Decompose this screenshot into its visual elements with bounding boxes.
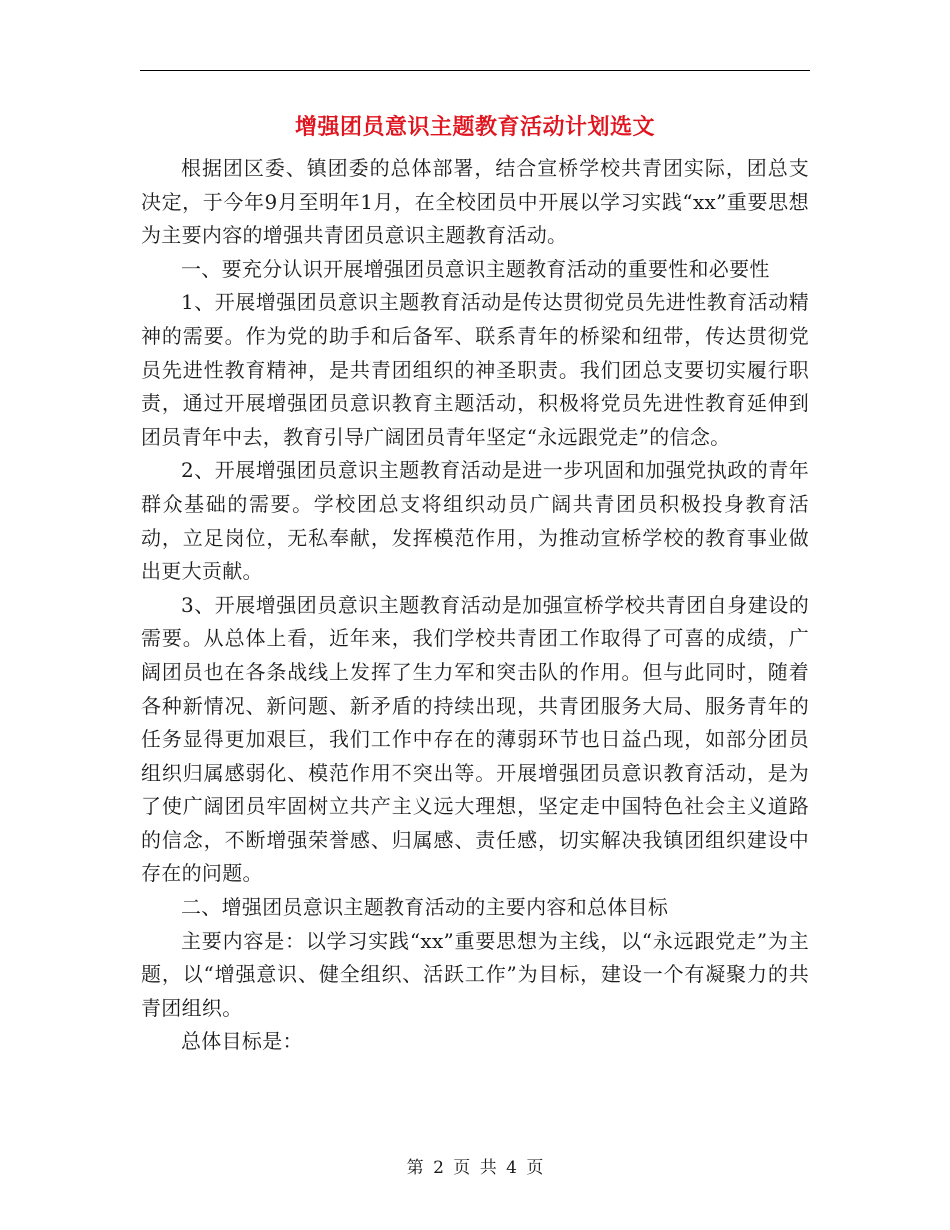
- section-heading-2: 二、增强团员意识主题教育活动的主要内容和总体目标: [181, 895, 669, 920]
- page-number-footer: 第 2 页 共 4 页: [406, 1158, 544, 1178]
- paragraph-overall-goal: 总体目标是：: [181, 1029, 303, 1054]
- document-body: [141, 152, 809, 1059]
- paragraph-point-2: 2、开展增强团员意识主题教育活动是进一步巩固和加强党执政的青年群众基础的需要。学校团总支将组织动员广阔共青团员积极投身教育活动，立足岗位，无私奉献，发挥模范作用，为推动宣桥学校的教育事业做出更大贡献。: [141, 458, 809, 584]
- paragraph-intro: 根据团区委、镇团委的总体部署，结合宣桥学校共青团实际，团总支决定，于今年9月至明年1月，在全校团员中开展以学习实践“xx”重要思想为主要内容的增强共青团员意识主题教育活动。: [141, 156, 809, 248]
- paragraph-point-3: 3、开展增强团员意识主题教育活动是加强宣桥学校共青团自身建设的需要。从总体上看，近年来，我们学校共青团工作取得了可喜的成绩，广阔团员也在各条战线上发挥了生力军和突击队的作用。但与此同时，随着各种新情况、新问题、新矛盾的持续出现，共青团服务大局、服务青年的任务显得更加艰巨，我们工作中存在的薄弱环节也日益凸现，如部分团员组织归属感弱化、模范作用不突出等。开展增强团员意识教育活动，是为了使广阔团员牢固树立共产主义远大理想，坚定走中国特色社会主义道路的信念，不断增强荣誉感、归属感、责任感，切实解决我镇团组织建设中存在的问题。: [141, 592, 809, 886]
- header-rule: [140, 70, 810, 71]
- document-title: 增强团员意识主题教育活动计划选文: [294, 114, 655, 140]
- paragraph-main-content: 主要内容是：以学习实践“xx”重要思想为主线，以“永远跟党走”为主题，以“增强意识、健全组织、活跃工作”为目标，建设一个有凝聚力的共青团组织。: [141, 928, 809, 1020]
- section-heading-1: 一、要充分认识开展增强团员意识主题教育活动的重要性和必要性: [181, 256, 770, 281]
- paragraph-point-1: 1、开展增强团员意识主题教育活动是传达贯彻党员先进性教育活动精神的需要。作为党的助手和后备军、联系青年的桥梁和纽带，传达贯彻党员先进性教育精神，是共青团组织的神圣职责。我们团总支要切实履行职责，通过开展增强团员意识教育主题活动，积极将党员先进性教育延伸到团员青年中去，教育引导广阔团员青年坚定“永远跟党走”的信念。: [141, 290, 809, 449]
